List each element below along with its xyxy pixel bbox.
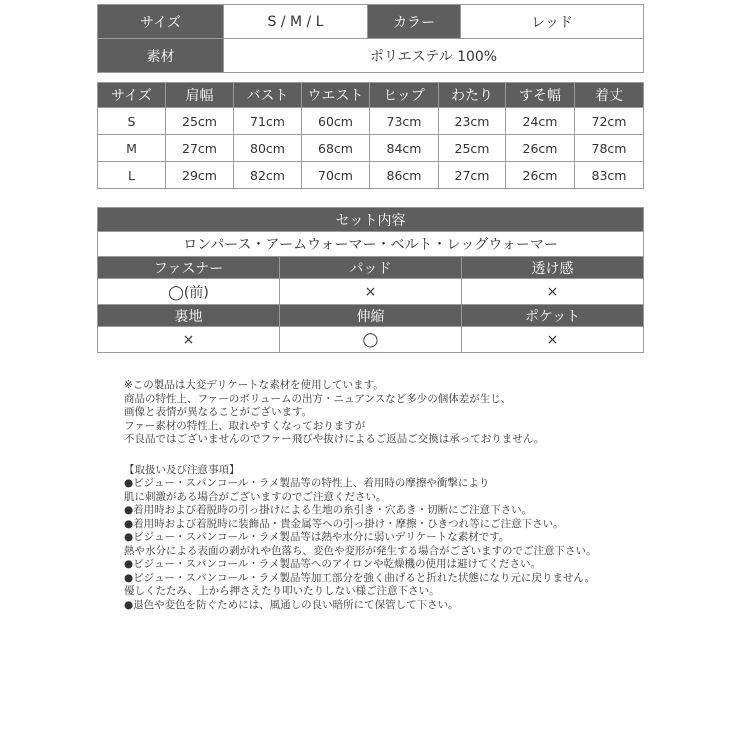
set-table <box>97 207 644 353</box>
note-line: ファー素材の特性上、取れやすくなっておりますが <box>124 419 366 432</box>
notes-care <box>124 464 724 613</box>
note-line: ●ビジュー・スパンコール・ラメ製品等は熱や水分に弱いデリケートな素材です。 <box>124 531 510 543</box>
notes <box>124 379 724 612</box>
size-value: S / M / L <box>224 5 368 39</box>
note-line: 商品の特性上、ファーのボリュームの出方・ニュアンスなど多少の個体差が生じ、 <box>124 392 512 405</box>
pocket-label: ポケット <box>462 305 644 327</box>
size-col-header: 肩幅 <box>166 83 234 108</box>
size-cell: 72cm <box>575 108 644 135</box>
size-cell: 82cm <box>234 162 302 189</box>
notes-disclaimer <box>124 379 724 447</box>
size-cell: 86cm <box>370 162 439 189</box>
size-cell: 78cm <box>575 135 644 162</box>
size-cell: 27cm <box>166 135 234 162</box>
size-cell: 83cm <box>575 162 644 189</box>
note-line: ●ビジュー・スパンコール・ラメ製品等の特性上、着用時の摩擦や衝撃により <box>124 477 490 489</box>
note-line: ●着用時および着脱時に装飾品・貴金属等への引っ掛け・摩擦・ひきつれ等にご注意下さい。 <box>124 517 564 530</box>
pad-label: パッド <box>280 257 462 279</box>
size-col-header: ウエスト <box>302 83 370 108</box>
size-label: サイズ <box>98 5 224 39</box>
material-label: 素材 <box>98 39 224 73</box>
size-cell: S <box>98 108 166 135</box>
notes-spacer <box>124 447 724 464</box>
size-cell: 68cm <box>302 135 370 162</box>
size-cell: M <box>98 135 166 162</box>
size-cell: 23cm <box>439 108 506 135</box>
table-row <box>98 162 644 189</box>
size-cell: 27cm <box>439 162 506 189</box>
color-label: カラー <box>368 5 461 39</box>
note-line: 優しくたたみ、上から押さえたり叩いたりしない様ご注意下さい。 <box>124 585 440 597</box>
stretch-label: 伸縮 <box>280 305 462 327</box>
size-col-header: すそ幅 <box>506 83 575 108</box>
size-cell: 60cm <box>302 108 370 135</box>
note-line: 画像と表情が異なることがございます。 <box>124 406 313 418</box>
spec-table <box>97 4 644 73</box>
note-line: ●ビジュー・スパンコール・ラメ製品等へのアイロンや乾燥機の使用は避けてください。 <box>124 558 541 570</box>
material-value: ポリエステル 100% <box>224 39 644 73</box>
note-line: ※この製品は大変デリケートな素材を使用しています。 <box>124 379 384 391</box>
note-line: ●着用時および着脱時の引っ掛けによる生地の糸引き・穴あき・切断にご注意下さい。 <box>124 504 533 516</box>
size-cell: 80cm <box>234 135 302 162</box>
lining-value: × <box>98 327 280 353</box>
color-value: レッド <box>461 5 644 39</box>
size-cell: 26cm <box>506 135 575 162</box>
size-cell: 73cm <box>370 108 439 135</box>
size-cell: 26cm <box>506 162 575 189</box>
sheerness-label: 透け感 <box>462 257 644 279</box>
size-cell: 29cm <box>166 162 234 189</box>
set-title: セット内容 <box>98 208 644 232</box>
size-col-header: サイズ <box>98 83 166 108</box>
size-cell: L <box>98 162 166 189</box>
pocket-value: × <box>462 327 644 353</box>
size-cell: 84cm <box>370 135 439 162</box>
size-cell: 24cm <box>506 108 575 135</box>
size-table-header-row <box>98 83 644 108</box>
size-col-header: ヒップ <box>370 83 439 108</box>
table-row <box>98 108 644 135</box>
size-table <box>97 82 644 189</box>
table-row <box>98 135 644 162</box>
note-line: 不良品ではございませんのでファー飛びや抜けによるご返品ご交換は承っておりません。 <box>124 433 545 445</box>
size-col-header: わたり <box>439 83 506 108</box>
sheerness-value: × <box>462 279 644 305</box>
note-line: 肌に刺激がある場合がございますのでご注意ください。 <box>124 490 387 503</box>
lining-label: 裏地 <box>98 305 280 327</box>
size-col-header: 着丈 <box>575 83 644 108</box>
size-cell: 70cm <box>302 162 370 189</box>
note-line: ●ビジュー・スパンコール・ラメ製品等加工部分を強く曲げると折れた状態になり元に戻りません。 <box>124 571 596 584</box>
size-cell: 25cm <box>166 108 234 135</box>
fastener-value: ◯(前) <box>98 279 280 305</box>
stretch-value: ◯ <box>280 327 462 353</box>
note-line: ●退色や変色を防ぐためには、風通しの良い暗所にて保管して下さい。 <box>124 598 459 611</box>
pad-value: × <box>280 279 462 305</box>
note-heading: 【取扱い及び注意事項】 <box>124 463 240 476</box>
size-col-header: バスト <box>234 83 302 108</box>
size-cell: 71cm <box>234 108 302 135</box>
note-line: 熱や水分による表面の剥がれや色落ち、変色や変形が発生する場合がございますのでご注意下さい。 <box>124 544 597 557</box>
fastener-label: ファスナー <box>98 257 280 279</box>
size-cell: 25cm <box>439 135 506 162</box>
set-content: ロンパース・アームウォーマー・ベルト・レッグウォーマー <box>98 232 644 257</box>
